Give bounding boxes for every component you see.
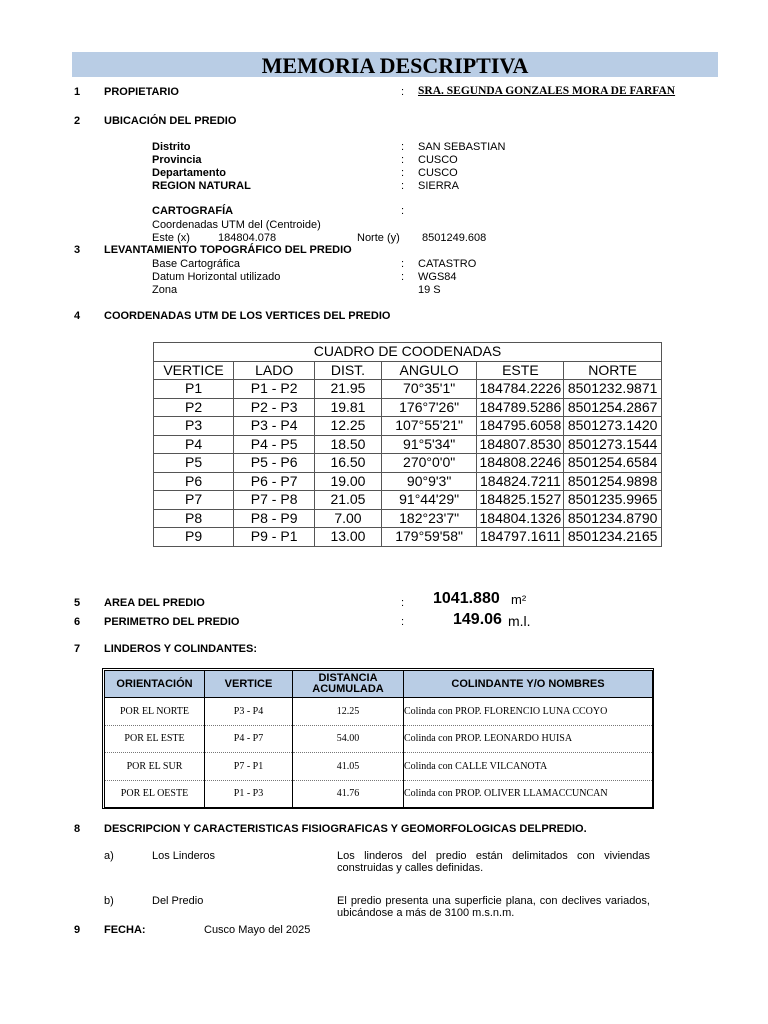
norte-label: Norte (y) (357, 232, 400, 244)
cell: 19.81 (315, 398, 382, 417)
cell: 8501232.9871 (564, 380, 662, 399)
cell: 179°59'58" (381, 528, 477, 547)
cell: 107°55'21" (381, 417, 477, 436)
cell: P1 - P3 (205, 780, 293, 808)
base-carto-value: CATASTRO (418, 258, 477, 270)
section-number: 6 (74, 616, 81, 628)
cell: POR EL OESTE (105, 780, 205, 808)
cell: 8501254.6584 (564, 454, 662, 473)
datum-value: WGS84 (418, 271, 457, 283)
cell: POR EL SUR (105, 753, 205, 781)
cell: P8 (154, 509, 234, 528)
cell: 184825.1527 (477, 491, 564, 510)
cell: 8501273.1420 (564, 417, 662, 436)
cartography-label: CARTOGRAFÍA (152, 205, 234, 217)
perimeter-unit: m.l. (508, 613, 531, 629)
section-number: 8 (74, 823, 81, 835)
section-number: 3 (74, 244, 81, 256)
cell: 91°5'34" (381, 435, 477, 454)
cell: P1 - P2 (234, 380, 315, 399)
base-carto-label: Base Cartográfica (152, 258, 241, 270)
cell: P9 (154, 528, 234, 547)
table-row (105, 725, 653, 753)
header-cell: VERTICE (205, 671, 293, 698)
cell: 12.25 (293, 698, 404, 726)
colon: : (401, 86, 405, 98)
vertices-label: COORDENADAS UTM DE LOS VERTICES DEL PREDIO (104, 310, 391, 322)
section-number: 4 (74, 310, 81, 322)
department-value: CUSCO (418, 167, 458, 179)
colon: : (401, 180, 405, 192)
cell: P5 (154, 454, 234, 473)
cell: P4 - P5 (234, 435, 315, 454)
cell: P1 (154, 380, 234, 399)
cell: 184804.1326 (477, 509, 564, 528)
date-label: FECHA: (104, 924, 146, 936)
header-cell: VERTICE (154, 361, 234, 380)
colon: : (401, 167, 405, 179)
cell: P4 (154, 435, 234, 454)
colon: : (401, 205, 405, 217)
table-row (154, 472, 662, 491)
este-value: 184804.078 (218, 232, 277, 244)
cell: 21.05 (315, 491, 382, 510)
cell: Colinda con PROP. OLIVER LLAMACCUNCAN (404, 780, 653, 808)
coordinates-table (153, 342, 662, 547)
cell: 13.00 (315, 528, 382, 547)
cell: 184795.6058 (477, 417, 564, 436)
section-number: 2 (74, 115, 81, 127)
cell: POR EL NORTE (105, 698, 205, 726)
norte-value: 8501249.608 (422, 232, 487, 244)
cell: 91°44'29" (381, 491, 477, 510)
datum-label: Datum Horizontal utilizado (152, 271, 281, 283)
department-label: Departamento (152, 167, 226, 179)
survey-label: LEVANTAMIENTO TOPOGRÁFICO DEL PREDIO (104, 244, 352, 256)
zone-value: 19 S (418, 284, 441, 296)
cell: Colinda con PROP. LEONARDO HUISA (404, 725, 653, 753)
cell: 41.76 (293, 780, 404, 808)
cell: 16.50 (315, 454, 382, 473)
page-title: MEMORIA DESCRIPTIVA (72, 52, 718, 77)
section-number: 9 (74, 924, 81, 936)
centroid-coords-label: Coordenadas UTM del (Centroide) (152, 219, 321, 231)
cell: P3 - P4 (234, 417, 315, 436)
table-header-row (105, 671, 653, 698)
cell: P6 - P7 (234, 472, 315, 491)
item-letter: a) (104, 850, 114, 862)
colon: : (401, 616, 405, 628)
coordinates-table-caption: CUADRO DE COODENADAS (154, 343, 662, 362)
cell: 270°0'0" (381, 454, 477, 473)
cell: P2 (154, 398, 234, 417)
date-value: Cusco Mayo del 2025 (204, 924, 311, 936)
table-row (154, 435, 662, 454)
cell: Colinda con CALLE VILCANOTA (404, 753, 653, 781)
cell: P5 - P6 (234, 454, 315, 473)
cell: 184807.8530 (477, 435, 564, 454)
perimeter-value: 149.06 (453, 611, 502, 628)
cell: POR EL ESTE (105, 725, 205, 753)
colon: : (401, 271, 405, 283)
location-label: UBICACIÓN DEL PREDIO (104, 115, 237, 127)
cell: 7.00 (315, 509, 382, 528)
cell: P7 - P8 (234, 491, 315, 510)
cell: 8501234.8790 (564, 509, 662, 528)
header-cell: ORIENTACIÓN (105, 671, 205, 698)
colon: : (401, 597, 405, 609)
table-row (154, 509, 662, 528)
header-cell: ANGULO (381, 361, 477, 380)
cell: P3 (154, 417, 234, 436)
cell: P9 - P1 (234, 528, 315, 547)
cell: Colinda con PROP. FLORENCIO LUNA CCOYO (404, 698, 653, 726)
item-label: Del Predio (152, 895, 204, 907)
cell: P7 - P1 (205, 753, 293, 781)
cell: 21.95 (315, 380, 382, 399)
table-row (154, 417, 662, 436)
cell: 184789.5286 (477, 398, 564, 417)
perimeter-label: PERIMETRO DEL PREDIO (104, 616, 240, 628)
colon: : (401, 154, 405, 166)
district-label: Distrito (152, 141, 191, 153)
header-cell: NORTE (564, 361, 662, 380)
item-text: El predio presenta una superficie plana, con declives variados, ubicándose a más de 3100 m.s.n.m. (337, 895, 650, 919)
cell: P4 - P7 (205, 725, 293, 753)
region-label: REGION NATURAL (152, 180, 251, 192)
header-cell: DISTANCIA ACUMULADA (293, 671, 404, 698)
cell: 8501234.2165 (564, 528, 662, 547)
cell: 54.00 (293, 725, 404, 753)
cell: P7 (154, 491, 234, 510)
owner-label: PROPIETARIO (104, 86, 179, 98)
area-unit: m² (511, 592, 527, 607)
cell: 182°23'7" (381, 509, 477, 528)
zone-label: Zona (152, 284, 178, 296)
cell: 184784.2226 (477, 380, 564, 399)
boundaries-label: LINDEROS Y COLINDANTES: (104, 643, 257, 655)
header-cell: DIST. (315, 361, 382, 380)
cell: 8501254.9898 (564, 472, 662, 491)
region-value: SIERRA (418, 180, 459, 192)
cell: 184797.1611 (477, 528, 564, 547)
cell: 90°9'3" (381, 472, 477, 491)
item-text: Los linderos del predio están delimitados con viviendas construidas y calles definidas. (337, 850, 650, 874)
section-number: 5 (74, 597, 81, 609)
cell: P3 - P4 (205, 698, 293, 726)
cell: P2 - P3 (234, 398, 315, 417)
table-row (154, 454, 662, 473)
cell: 41.05 (293, 753, 404, 781)
cell: 8501235.9965 (564, 491, 662, 510)
cell: 8501254.2867 (564, 398, 662, 417)
table-row (105, 698, 653, 726)
boundaries-table (104, 670, 653, 808)
table-header-row (154, 361, 662, 380)
table-row (154, 398, 662, 417)
cell: 12.25 (315, 417, 382, 436)
item-letter: b) (104, 895, 114, 907)
province-value: CUSCO (418, 154, 458, 166)
cell: 70°35'1" (381, 380, 477, 399)
table-row (154, 491, 662, 510)
item-label: Los Linderos (152, 850, 215, 862)
area-value: 1041.880 (433, 590, 500, 607)
cell: 184808.2246 (477, 454, 564, 473)
header-cell: COLINDANTE Y/O NOMBRES (404, 671, 653, 698)
description-label: DESCRIPCION Y CARACTERISTICAS FISIOGRAFICAS Y GEOMORFOLOGICAS DELPREDIO. (104, 823, 587, 835)
colon: : (401, 258, 405, 270)
cell: P8 - P9 (234, 509, 315, 528)
section-number: 1 (74, 86, 81, 98)
province-label: Provincia (152, 154, 202, 166)
cell: 176°7'26" (381, 398, 477, 417)
este-label: Este (x) (152, 232, 190, 244)
owner-value: SRA. SEGUNDA GONZALES MORA DE FARFAN (418, 85, 676, 97)
table-row (154, 528, 662, 547)
colon: : (401, 141, 405, 153)
cell: 18.50 (315, 435, 382, 454)
district-value: SAN SEBASTIAN (418, 141, 506, 153)
table-row (105, 753, 653, 781)
cell: P6 (154, 472, 234, 491)
cell: 19.00 (315, 472, 382, 491)
area-label: AREA DEL PREDIO (104, 597, 205, 609)
header-cell: LADO (234, 361, 315, 380)
section-number: 7 (74, 643, 81, 655)
table-row (105, 780, 653, 808)
table-row (154, 380, 662, 399)
header-cell: ESTE (477, 361, 564, 380)
cell: 8501273.1544 (564, 435, 662, 454)
cell: 184824.7211 (477, 472, 564, 491)
